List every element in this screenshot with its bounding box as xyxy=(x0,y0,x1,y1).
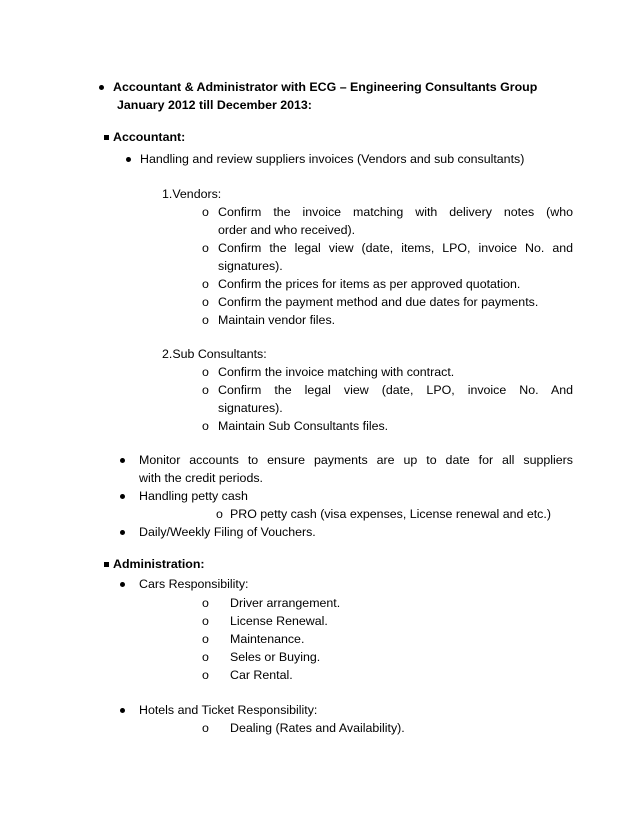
sub-item-text: Confirm the legal view (date, LPO, invoice No. And xyxy=(218,383,573,397)
job-title: Accountant & Administrator with ECG – Engineering Consultants Group xyxy=(113,80,538,94)
vendor-item-text: Confirm the invoice matching with delivery notes (who xyxy=(218,205,573,219)
circle-bullet-icon: o xyxy=(202,365,209,379)
filing-text: Daily/Weekly Filing of Vouchers. xyxy=(139,525,316,539)
vendor-item-text-cont: order and who received). xyxy=(218,223,356,237)
vendors-label: 1.Vendors: xyxy=(162,187,222,201)
hotels-item-text: Dealing (Rates and Availability). xyxy=(230,721,405,735)
accountant-intro: Handling and review suppliers invoices (Vendors and sub consultants) xyxy=(140,152,525,166)
cars-item-text: License Renewal. xyxy=(230,614,328,628)
square-bullet-icon xyxy=(104,135,109,140)
vendor-item-text: Confirm the prices for items as per approved quotation. xyxy=(218,277,521,291)
pro-petty-text: PRO petty cash (visa expenses, License renewal and etc.) xyxy=(230,507,551,521)
monitor-text-cont: with the credit periods. xyxy=(139,471,263,485)
cars-item-text: Car Rental. xyxy=(230,668,293,682)
cars-item-text: Driver arrangement. xyxy=(230,596,341,610)
circle-bullet-icon: o xyxy=(202,277,209,291)
circle-bullet-icon: o xyxy=(216,507,223,521)
vendor-item-text: Confirm the payment method and due dates for payments. xyxy=(218,295,539,309)
sub-item-text: Maintain Sub Consultants files. xyxy=(218,419,389,433)
petty-cash-text: Handling petty cash xyxy=(139,489,248,503)
circle-bullet-icon: o xyxy=(202,313,209,327)
bullet-dot-icon xyxy=(120,458,125,463)
circle-bullet-icon: o xyxy=(202,205,209,219)
sub-consultants-label: 2.Sub Consultants: xyxy=(162,347,267,361)
cars-label: Cars Responsibility: xyxy=(139,577,249,591)
bullet-dot-icon xyxy=(120,708,125,713)
circle-bullet-icon: o xyxy=(202,614,209,628)
circle-bullet-icon: o xyxy=(202,632,209,646)
job-period: January 2012 till December 2013: xyxy=(117,98,312,112)
cars-item-text: Maintenance. xyxy=(230,632,305,646)
monitor-text: Monitor accounts to ensure payments are up to date for all suppliers xyxy=(139,453,573,467)
cars-item-text: Seles or Buying. xyxy=(230,650,321,664)
bullet-dot-icon xyxy=(120,582,125,587)
circle-bullet-icon: o xyxy=(202,383,209,397)
sub-item-text: Confirm the invoice matching with contract. xyxy=(218,365,455,379)
circle-bullet-icon: o xyxy=(202,596,209,610)
square-bullet-icon xyxy=(104,562,109,567)
bullet-dot-icon xyxy=(120,494,125,499)
vendor-item-text-cont: signatures). xyxy=(218,259,283,273)
circle-bullet-icon: o xyxy=(202,721,209,735)
vendor-item-text: Maintain vendor files. xyxy=(218,313,336,327)
bullet-dot-icon xyxy=(120,530,125,535)
circle-bullet-icon: o xyxy=(202,650,209,664)
circle-bullet-icon: o xyxy=(202,419,209,433)
circle-bullet-icon: o xyxy=(202,668,209,682)
bullet-dot-icon xyxy=(126,157,131,162)
sub-item-text-cont: signatures). xyxy=(218,401,283,415)
circle-bullet-icon: o xyxy=(202,241,209,255)
section-heading-accountant: Accountant: xyxy=(113,130,186,144)
bullet-dot-icon xyxy=(99,85,104,90)
circle-bullet-icon: o xyxy=(202,295,209,309)
vendor-item-text: Confirm the legal view (date, items, LPO, invoice No. and xyxy=(218,241,573,255)
hotels-label: Hotels and Ticket Responsibility: xyxy=(139,703,318,717)
section-heading-administration: Administration: xyxy=(113,557,205,571)
